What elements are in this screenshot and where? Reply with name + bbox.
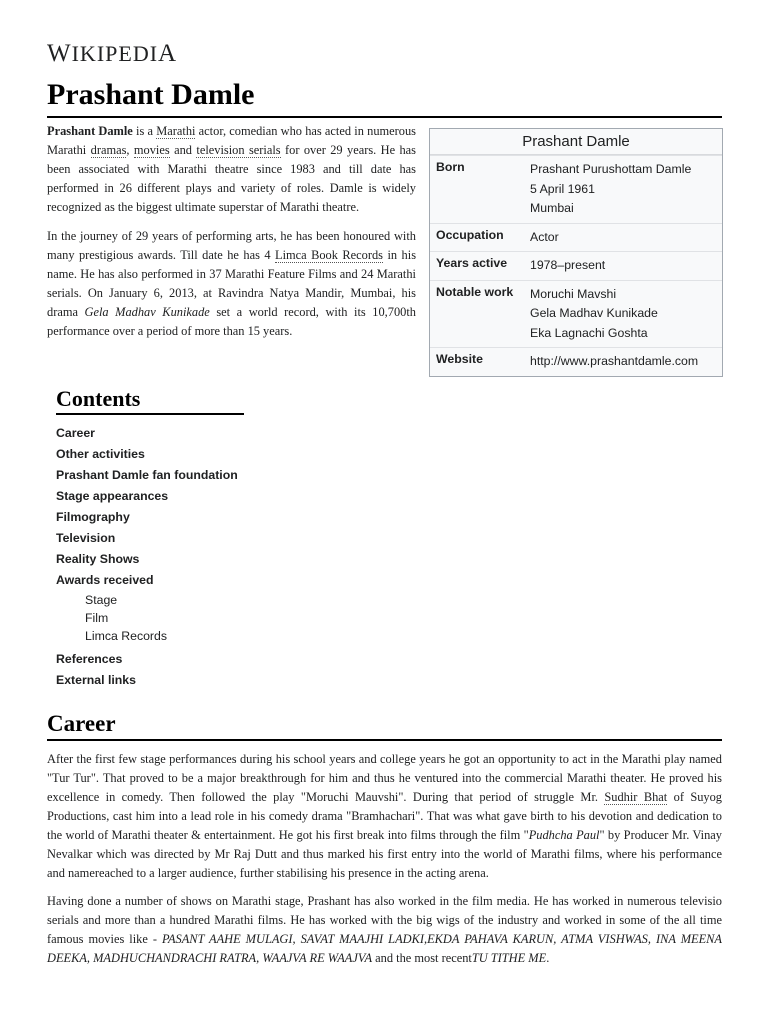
toc-subitem-stage[interactable]: Stage <box>85 593 118 607</box>
intro-paragraph-1: Prashant Damle is a Marathi actor, comedian who has acted in numerous Marathi dramas, movies and television serials for over 29 years. He has been associated with Marathi theatre since 1983 and till date has performed in 26 different plays and variety of roles. Damle is widely recognized as the biggest ultimate superstar of Marathi theatre. <box>47 124 417 214</box>
career-text <box>47 750 722 977</box>
wikipedia-logo[interactable]: WIKIPEDIA <box>47 40 178 67</box>
toc-item-other-activities[interactable]: Other activities <box>56 447 145 461</box>
toc-item-fan-foundation[interactable]: Prashant Damle fan foundation <box>56 468 238 482</box>
career-paragraph-2: Having done a number of shows on Marathi stage, Prashant has also worked in the film media. He has worked in numerous televisio serials and more than a hundred Marathi films. He has worked with the big wigs of the industry and worked in some of the all time famous movies like - PASANT AAHE MULAGI, SAVAT MAAJHI LADKI,EKDA PAHAVA KARUN, ATMA VISHWAS, INA MEENA DEEKA, MADHUCHANDRACHI RATRA, WAAJVA RE WAAJVA and the most recentTU TITHE ME. <box>47 894 722 965</box>
infobox-title: Prashant Damle <box>430 129 722 155</box>
link-television-serials[interactable]: television serials <box>196 143 281 157</box>
toc-item-filmography[interactable]: Filmography <box>56 510 130 524</box>
toc-item-awards-received[interactable]: Awards received <box>56 573 154 587</box>
infobox <box>429 128 723 377</box>
toc-item-references[interactable]: References <box>56 652 123 666</box>
toc-item-career[interactable]: Career <box>56 426 95 440</box>
notable-work-item: Moruchi Mavshi <box>530 286 617 301</box>
notable-work-item: Eka Lagnachi Goshta <box>530 325 648 340</box>
born-name: Prashant Purushottam Damle <box>530 162 692 176</box>
born-place: Mumbai <box>530 201 574 215</box>
website-link[interactable]: http://www.prashantdamle.com <box>530 354 699 368</box>
link-movies[interactable]: movies <box>133 143 170 157</box>
toc-subitem-limca-records[interactable]: Limca Records <box>85 629 168 643</box>
infobox-row-occupation: Occupation Actor <box>430 223 722 252</box>
toc-item-reality-shows[interactable]: Reality Shows <box>56 552 140 566</box>
career-heading: Career <box>47 711 722 741</box>
career-paragraph-1: After the first few stage performances during his school years and college years he got an opportunity to act in the Marathi play named "Tur Tur". That proved to be a major breakthrough for him and thus he ventured into the commercial Marathi theater. He proved his excellence in comedy. Then followed the play "Moruchi Mauvshi". During that period of struggle Mr. Sudhir Bhat of Suyog Productions, cast him into a lead role in his comedy drama "Bramhachari". That was what gave birth to his devotion and dedication to the world of Marathi theater & entertainment. He got his first break into films through the film "Pudhcha Paul" by Producer Mr. Vinay Nevalkar which was directed by Mr Raj Dutt and thus marked his first entry into the world of Marathi films, where his performance and namereached to a larger audience, further stabilising his presence in the acting arena. <box>47 752 723 880</box>
notable-work-item: Gela Madhav Kunikade <box>530 306 658 320</box>
toc-item-external-links[interactable]: External links <box>56 673 136 687</box>
table-of-contents <box>56 386 244 691</box>
infobox-row-notable-work: Notable work Moruchi Mavshi Gela Madhav Kunikade Eka Lagnachi Goshta <box>430 280 722 348</box>
intro-text <box>47 122 416 351</box>
link-limca-book-records[interactable]: Limca Book Records <box>275 248 384 262</box>
toc-item-stage-appearances[interactable]: Stage appearances <box>56 489 169 503</box>
intro-paragraph-2: In the journey of 29 years of performing arts, he has been honoured with many prestigious awards. Till date he has 4 Limca Book Records in his name. He has also performed in 37 Marathi Feature Films and 24 Marathi serials. On January 6, 2013, at Ravindra Natya Mandir, Mumbai, his drama Gela Madhav Kunikade set a world record, with its 10,700th performance over a period of more than 15 years. <box>47 229 417 338</box>
infobox-row-website: Website http://www.prashantdamle.com <box>430 347 722 376</box>
toc-item-television[interactable]: Television <box>56 531 116 545</box>
contents-heading: Contents <box>56 386 244 415</box>
page-title: Prashant Damle <box>47 78 722 118</box>
toc-subitem-film[interactable]: Film <box>85 611 109 625</box>
link-sudhir-bhat[interactable]: Sudhir Bhat <box>604 790 668 804</box>
link-dramas[interactable]: dramas <box>90 143 127 157</box>
infobox-row-years-active: Years active 1978–present <box>430 251 722 280</box>
infobox-row-born: Born Prashant Purushottam Damle 5 April 1961 Mumbai <box>430 155 722 223</box>
link-marathi[interactable]: Marathi <box>156 124 196 138</box>
born-date: 5 April 1961 <box>530 181 595 196</box>
subject-name: Prashant Damle <box>47 124 133 138</box>
